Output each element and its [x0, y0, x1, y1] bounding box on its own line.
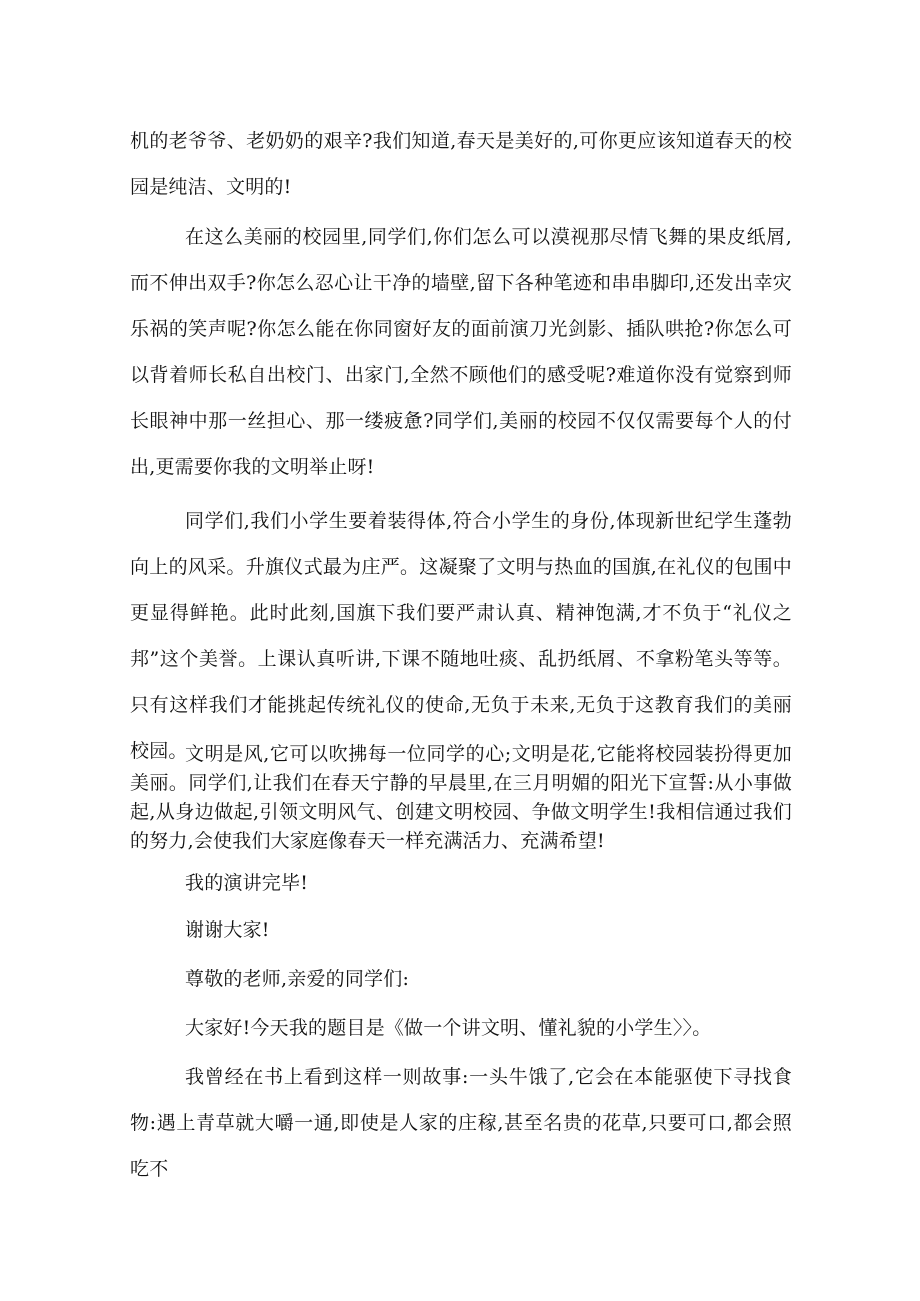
paragraph-3: 同学们,我们小学生要着装得体,符合小学生的身份,体现新世纪学生蓬勃向上的风采。升旗仪式最为庄严。这凝聚了文明与热血的国旗,在礼仪的包围中更显得鲜艳。此时此刻,国旗下我们要严肃认真、精神饱满,才不负于“礼仪之邦”这个美誉。上课认真听讲,下课不随地吐痰、乱扔纸屑、不拿粉笔头等等。只有这样我们才能挑起传统礼仪的使命,无负于未来,无负于这教育我们的美丽校园。 [130, 510, 792, 762]
paragraph-1: 机的老爷爷、老奶奶的艰辛?我们知道,春天是美好的,可你更应该知道春天的校园是纯洁、文明的! [130, 130, 792, 198]
speech-end-line: 我的演讲完毕! [185, 872, 309, 894]
thanks-line: 谢谢大家! [185, 919, 270, 941]
title-intro-line: 大家好!今天我的题目是《做一个讲文明、懂礼貌的小学生〉〉。 [185, 1017, 712, 1039]
paragraph-4: 文明是风,它可以吹拂每一位同学的心;文明是花,它能将校园装扮得更加美丽。同学们,让我们在春天宁静的早晨里,在三月明媚的阳光下宣誓:从小事做起,从身边做起,引领文明风气、创建文明校园、争做文明学生!我相信通过我们的努力,会使我们大家庭像春天一样充满活力、充满希望! [130, 743, 792, 852]
paragraph-story: 我曾经在书上看到这样一则故事:一头牛饿了,它会在本能驱使下寻找食物:遇上青草就大嚼一通,即使是人家的庄稼,甚至名贵的花草,只要可口,都会照吃不 [130, 1066, 792, 1180]
greeting-line: 尊敬的老师,亲爱的同学们: [185, 968, 410, 990]
paragraph-2: 在这么美丽的校园里,同学们,你们怎么可以漠视那尽情飞舞的果皮纸屑,而不伸出双手?你怎么忍心让干净的墙壁,留下各种笔迹和串串脚印,还发出幸灾乐祸的笑声呢?你怎么能在你同窗好友的面前演刀光剑影、插队哄抢?你怎么可以背着师长私自出校门、出家门,全然不顾他们的感受呢?难道你没有觉察到师长眼神中那一丝担心、那一缕疲惫?同学们,美丽的校园不仅仅需要每个人的付出,更需要你我的文明举止呀! [130, 226, 792, 478]
